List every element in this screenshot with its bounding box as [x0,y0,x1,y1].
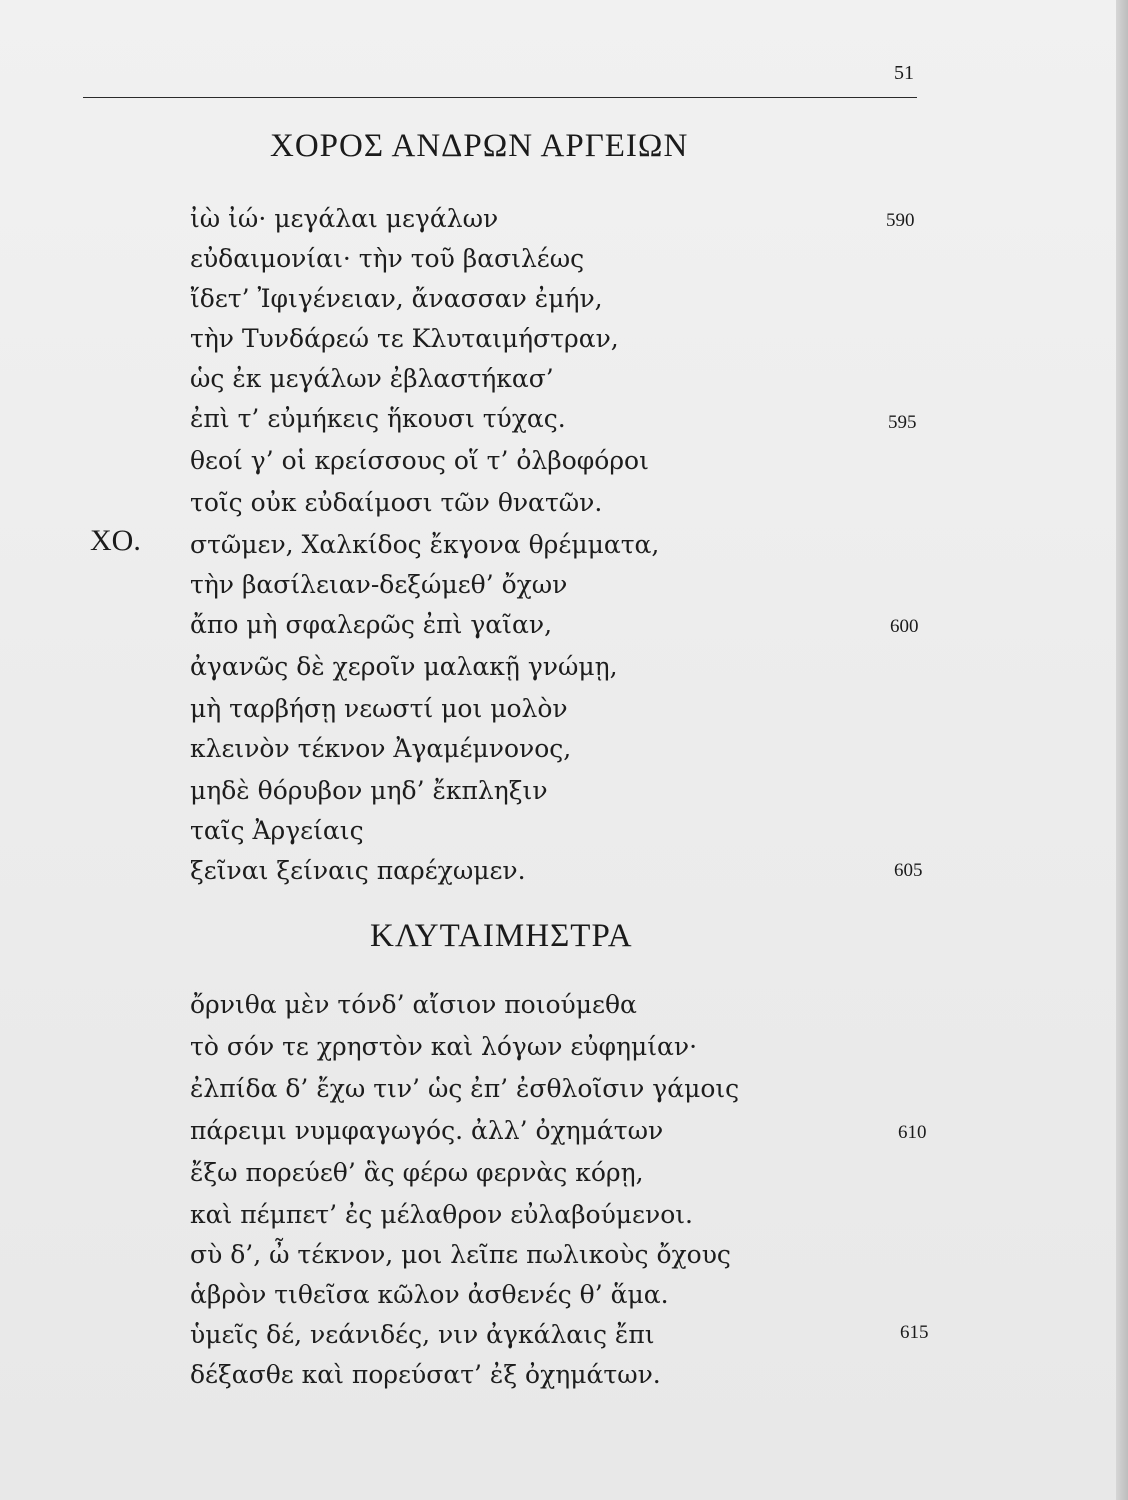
verse-line: ταῖς Ἀργείαις [190,816,364,845]
verse-line: μὴ ταρβήσῃ νεωστί μοι μολὸν [190,694,568,723]
page-number: 51 [894,62,914,84]
speaker-label: ΧΟ. [90,524,141,557]
header-rule [83,97,917,98]
page-edge [1116,0,1128,1500]
verse-line: ὑμεῖς δέ, νεάνιδές, νιν ἀγκάλαις ἔπι [190,1320,655,1349]
verse-line: κλεινὸν τέκνον Ἀγαμέμνονος, [190,734,572,763]
verse-line: τὴν βασίλειαν-δεξώμεθ’ ὄχων [190,570,568,599]
verse-line: στῶμεν, Χαλκίδος ἔκγονα θρέμματα, [190,530,660,559]
line-number: 600 [890,616,919,637]
verse-line: ἁβρὸν τιθεῖσα κῶλον ἀσθενές θ’ ἅμα. [190,1280,669,1309]
section-heading-chorus: ΧΟΡΟΣ ΑΝΔΡΩΝ ΑΡΓΕΙΩΝ [270,128,689,164]
verse-line: ἐλπίδα δ’ ἔχω τιν’ ὡς ἐπ’ ἐσθλοῖσιν γάμοις [190,1074,740,1103]
verse-line: τὸ σόν τε χρηστὸν καὶ λόγων εὐφημίαν· [190,1032,698,1061]
verse-line: ἄπο μὴ σφαλερῶς ἐπὶ γαῖαν, [190,610,553,639]
verse-line: ξεῖναι ξείναις παρέχωμεν. [190,856,526,885]
verse-line: δέξασθε καὶ πορεύσατ’ ἐξ ὀχημάτων. [190,1360,661,1389]
verse-line: τοῖς οὐκ εὐδαίμοσι τῶν θνατῶν. [190,488,603,517]
verse-line: σὺ δ’, ὦ τέκνον, μοι λεῖπε πωλικοὺς ὄχους [190,1240,731,1269]
verse-line: εὐδαιμονίαι· τὴν τοῦ βασιλέως [190,244,585,273]
verse-line: καὶ πέμπετ’ ἐς μέλαθρον εὐλαβούμενοι. [190,1200,694,1229]
verse-line: ὄρνιθα μὲν τόνδ’ αἴσιον ποιούμεθα [190,990,637,1019]
verse-line: θεοί γ’ οἱ κρείσσους οἵ τ’ ὀλβοφόροι [190,446,649,475]
verse-line: ἔξω πορεύεθ’ ἃς φέρω φερνὰς κόρῃ, [190,1158,644,1187]
verse-line: ἀγανῶς δὲ χεροῖν μαλακῇ γνώμῃ, [190,652,618,681]
line-number: 595 [888,412,917,433]
verse-line: μηδὲ θόρυβον μηδ’ ἔκπληξιν [190,776,548,805]
verse-line: τὴν Τυνδάρεώ τε Κλυταιμήστραν, [190,324,619,353]
verse-line: ὡς ἐκ μεγάλων ἐβλαστήκασ’ [190,364,554,393]
verse-line: πάρειμι νυμφαγωγός. ἀλλ’ ὀχημάτων [190,1116,664,1145]
line-number: 590 [886,210,915,231]
verse-line: ἴδετ’ Ἰφιγένειαν, ἄνασσαν ἐμήν, [190,284,603,313]
line-number: 610 [898,1122,927,1143]
line-number: 615 [900,1322,929,1343]
line-number: 605 [894,860,923,881]
verse-line: ἐπὶ τ’ εὐμήκεις ἥκουσι τύχας. [190,404,566,433]
verse-line: ἰὼ ἰώ· μεγάλαι μεγάλων [190,204,499,233]
section-heading-clytemnestra: ΚΛΥΤΑΙΜΗΣΤΡΑ [370,918,633,954]
